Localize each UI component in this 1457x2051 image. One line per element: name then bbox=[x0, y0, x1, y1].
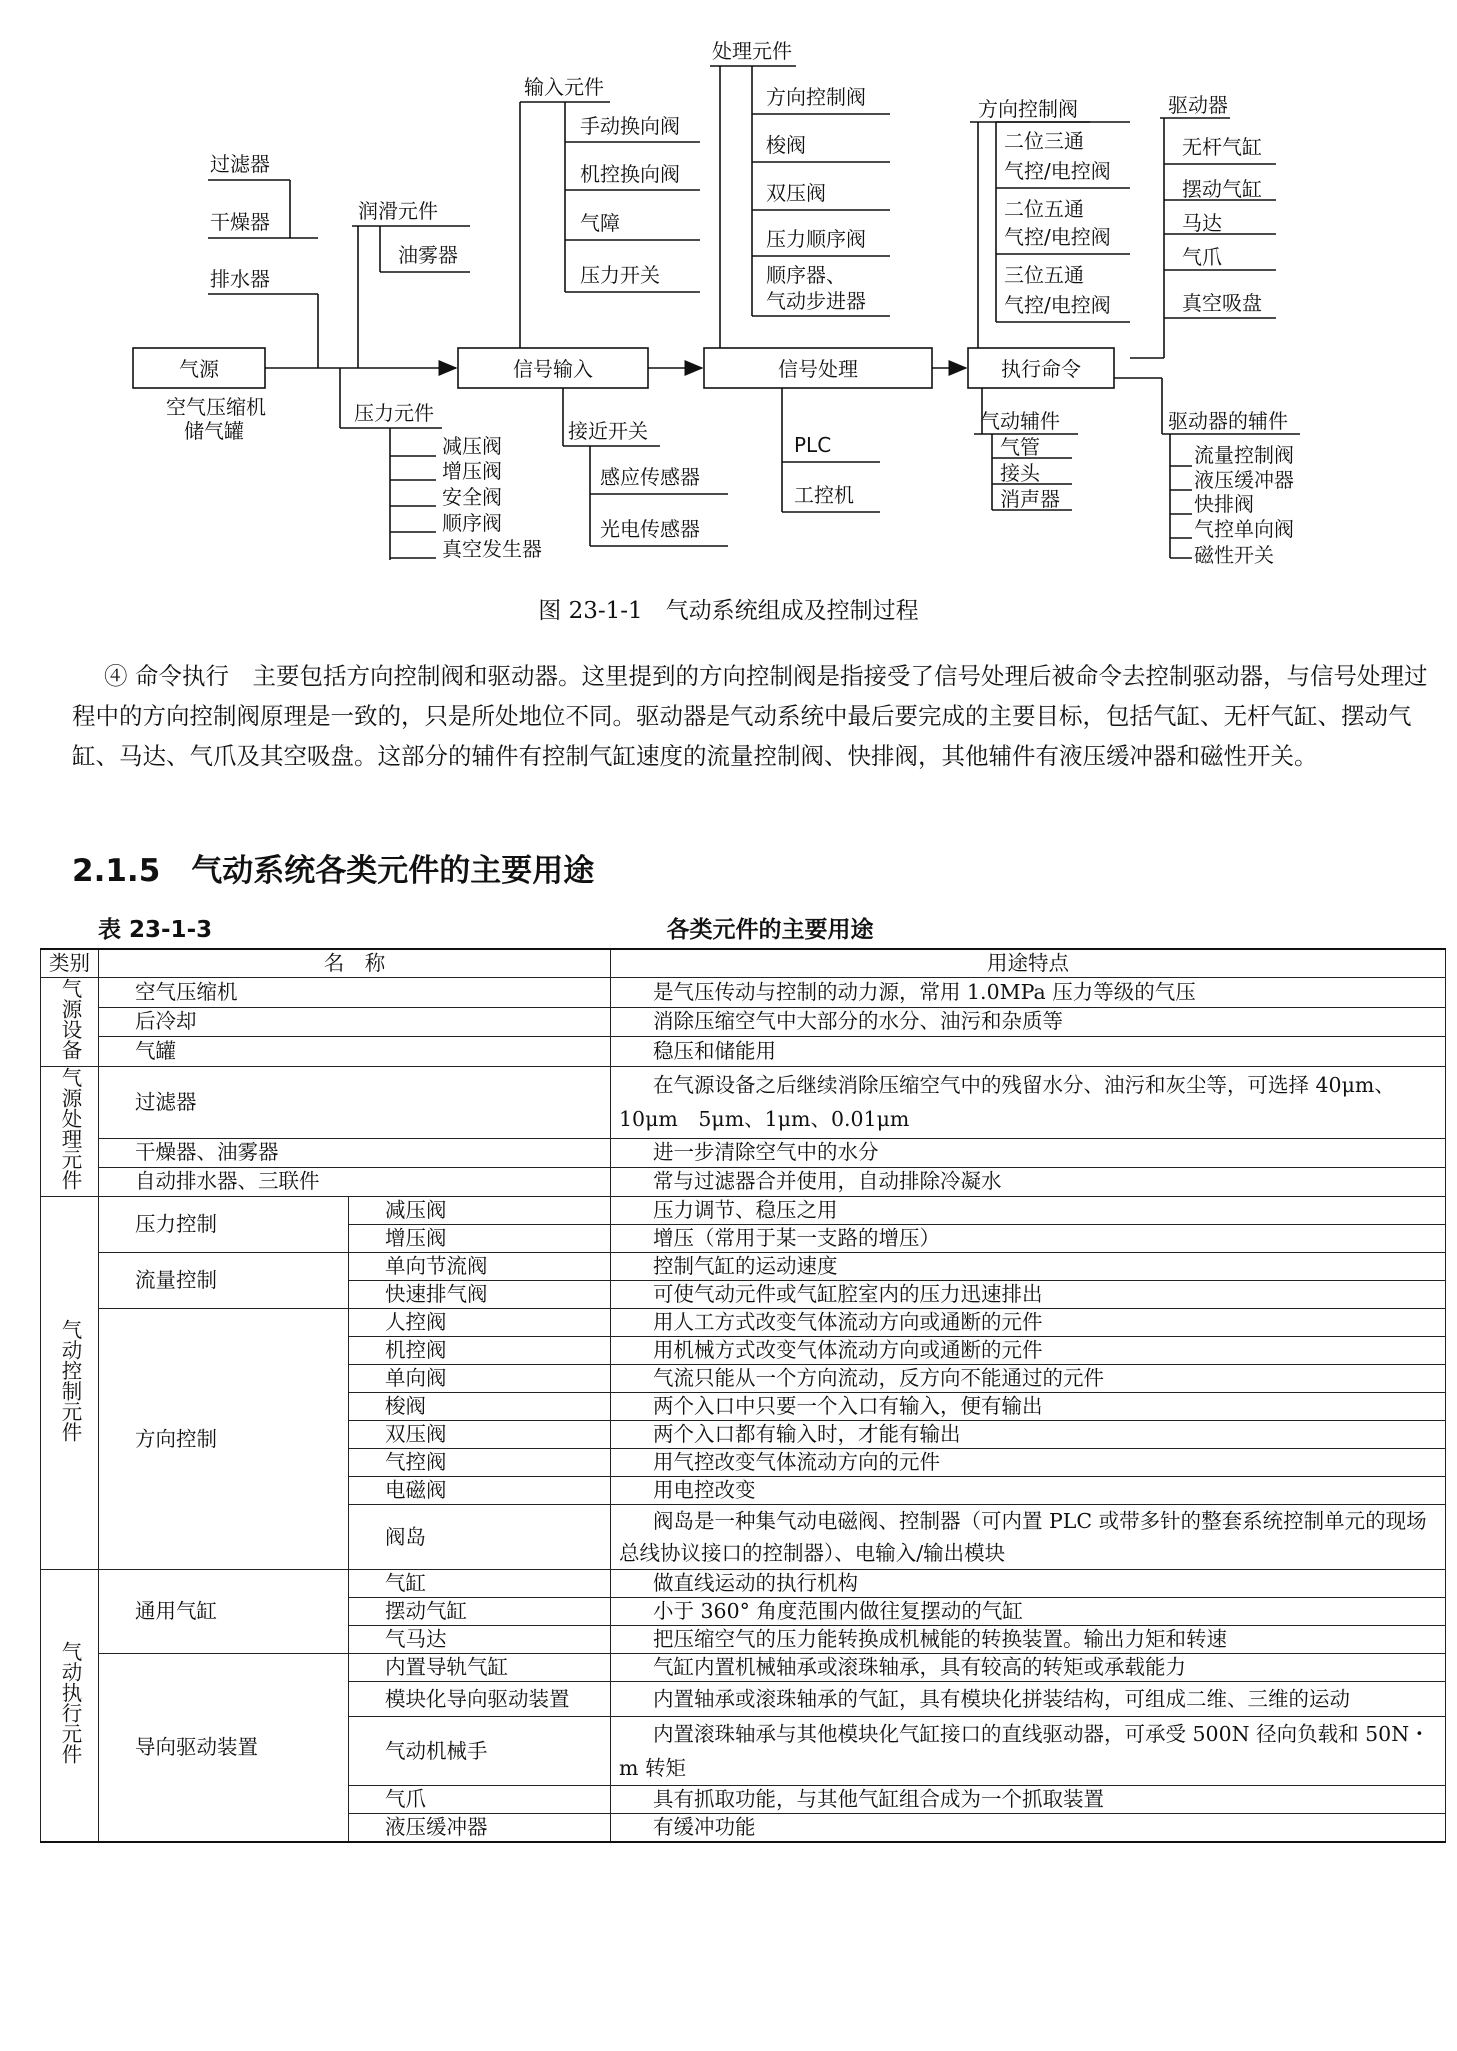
name-cell: 内置导轨气缸 bbox=[349, 1654, 611, 1682]
name-cell: 气爪 bbox=[349, 1786, 611, 1814]
figure-caption: 图 23-1-1 气动系统组成及控制过程 bbox=[538, 598, 919, 624]
paragraph-text: ④ 命令执行 主要包括方向控制阀和驱动器。这里提到的方向控制阀是指接受了信号处理后被命令去控制驱动器，与信号处理过程中的方向控制阀原理是一致的，只是所处地位不同。驱动器是气动系统中最后要完成的主要目标，包括气缸、无杆气缸、摆动气缸、马达、气爪及其空吸盘。这部分的辅件有控制气缸速度的流量控制阀、快排阀，其他辅件有液压缓冲器和磁性开关。 bbox=[72, 662, 1428, 770]
table-row bbox=[41, 1138, 1446, 1167]
driver-aux-item: 气控单向阀 bbox=[1194, 517, 1294, 541]
name-cell: 电磁阀 bbox=[349, 1477, 611, 1505]
processing-title: 处理元件 bbox=[712, 39, 792, 63]
input-item: 气障 bbox=[580, 211, 620, 235]
group-cell: 压力控制 bbox=[99, 1197, 349, 1253]
processing-bottom-item: 工控机 bbox=[794, 483, 854, 507]
name-cell: 减压阀 bbox=[349, 1197, 611, 1225]
usage-cell: 增压（常用于某一支路的增压） bbox=[611, 1225, 1446, 1253]
usage-cell: 可使气动元件或气缸腔室内的压力迅速排出 bbox=[611, 1281, 1446, 1309]
signal-input-label: 信号输入 bbox=[513, 357, 593, 381]
name-cell: 增压阀 bbox=[349, 1225, 611, 1253]
valves-item: 三位五通 bbox=[1004, 263, 1084, 287]
name-cell: 模块化导向驱动装置 bbox=[349, 1682, 611, 1717]
driver-aux-title: 驱动器的辅件 bbox=[1168, 409, 1288, 433]
treatment-item: 干燥器 bbox=[210, 210, 270, 234]
processing-item: 压力顺序阀 bbox=[766, 227, 866, 251]
execute-label: 执行命令 bbox=[1001, 357, 1081, 381]
table-row bbox=[41, 1167, 1446, 1196]
processing-bottom-item: PLC bbox=[794, 433, 832, 457]
source-label: 气源 bbox=[179, 357, 219, 381]
usage-cell: 气缸内置机械轴承或滚珠轴承，具有较高的转矩或承载能力 bbox=[611, 1654, 1446, 1682]
lubrication-title: 润滑元件 bbox=[358, 199, 438, 223]
drivers-title: 驱动器 bbox=[1168, 93, 1228, 117]
system-diagram bbox=[0, 0, 1457, 600]
name-cell: 梭阀 bbox=[349, 1393, 611, 1421]
body-paragraph bbox=[72, 656, 1442, 776]
name-cell: 机控阀 bbox=[349, 1337, 611, 1365]
usage-cell: 是气压传动与控制的动力源，常用 1.0MPa 压力等级的气压 bbox=[611, 978, 1446, 1008]
usage-cell: 内置轴承或滚珠轴承的气缸，具有模块化拼装结构，可组成二维、三维的运动 bbox=[611, 1682, 1446, 1717]
table-row bbox=[41, 1654, 1446, 1682]
diagram-svg bbox=[0, 0, 1457, 600]
aux-item: 消声器 bbox=[1000, 487, 1060, 511]
usage-cell: 用气控改变气体流动方向的元件 bbox=[611, 1449, 1446, 1477]
source-sub2: 储气罐 bbox=[184, 419, 244, 443]
name-cell: 摆动气缸 bbox=[349, 1598, 611, 1626]
name-cell: 气缸 bbox=[349, 1570, 611, 1598]
table-number: 表 23-1-3 bbox=[98, 917, 213, 943]
pressure-item: 真空发生器 bbox=[442, 537, 542, 561]
usage-cell: 控制气缸的运动速度 bbox=[611, 1253, 1446, 1281]
pressure-item: 安全阀 bbox=[442, 485, 502, 509]
drivers-item: 真空吸盘 bbox=[1182, 291, 1262, 315]
valves-title: 方向控制阀 bbox=[978, 97, 1078, 121]
valves-item: 二位五通 bbox=[1004, 197, 1084, 221]
usage-cell: 有缓冲功能 bbox=[611, 1814, 1446, 1843]
processing-item: 梭阀 bbox=[766, 133, 806, 157]
aux-item: 接头 bbox=[1000, 461, 1040, 485]
usage-cell: 气流只能从一个方向流动，反方向不能通过的元件 bbox=[611, 1365, 1446, 1393]
table-row bbox=[41, 1067, 1446, 1139]
pressure-title: 压力元件 bbox=[354, 401, 434, 425]
usage-cell: 消除压缩空气中大部分的水分、油污和杂质等 bbox=[611, 1007, 1446, 1037]
processing-item: 双压阀 bbox=[766, 181, 826, 205]
lubrication-item: 油雾器 bbox=[398, 243, 458, 267]
name-cell: 快速排气阀 bbox=[349, 1281, 611, 1309]
pressure-item: 顺序阀 bbox=[442, 511, 502, 535]
usage-cell: 阀岛是一种集气动电磁阀、控制器（可内置 PLC 或带多针的整套系统控制单元的现场总线协议接口的控制器）、电输入/输出模块 bbox=[611, 1505, 1446, 1570]
header-usage: 用途特点 bbox=[611, 949, 1446, 978]
source-sub1: 空气压缩机 bbox=[166, 395, 266, 419]
table-row bbox=[41, 978, 1446, 1008]
table-title: 各类元件的主要用途 bbox=[666, 917, 874, 943]
table-row bbox=[41, 1007, 1446, 1037]
name-cell: 气控阀 bbox=[349, 1449, 611, 1477]
group-cell: 方向控制 bbox=[99, 1309, 349, 1570]
driver-aux-item: 液压缓冲器 bbox=[1194, 468, 1294, 492]
valves-item: 气控/电控阀 bbox=[1004, 225, 1111, 249]
processing-item: 气动步进器 bbox=[766, 289, 866, 313]
category-cell: 气源处理元件 bbox=[41, 1067, 99, 1197]
aux-title: 气动辅件 bbox=[980, 409, 1060, 433]
usage-cell: 用机械方式改变气体流动方向或通断的元件 bbox=[611, 1337, 1446, 1365]
group-cell: 导向驱动装置 bbox=[99, 1654, 349, 1843]
driver-aux-item: 快排阀 bbox=[1194, 492, 1254, 516]
table-row bbox=[41, 1570, 1446, 1598]
processing-item: 顺序器、 bbox=[766, 263, 846, 287]
usage-cell: 用人工方式改变气体流动方向或通断的元件 bbox=[611, 1309, 1446, 1337]
category-cell: 气动执行元件 bbox=[41, 1570, 99, 1843]
usage-cell: 内置滚珠轴承与其他模块化气缸接口的直线驱动器，可承受 500N 径向负载和 50N・m 转矩 bbox=[611, 1717, 1446, 1786]
name-cell: 后冷却 bbox=[99, 1007, 611, 1037]
table-row bbox=[41, 1197, 1446, 1225]
drivers-item: 气爪 bbox=[1182, 245, 1222, 269]
usage-cell: 具有抓取功能，与其他气缸组合成为一个抓取装置 bbox=[611, 1786, 1446, 1814]
table-row bbox=[41, 1309, 1446, 1337]
proximity-title: 接近开关 bbox=[568, 419, 648, 443]
treatment-item: 排水器 bbox=[210, 267, 270, 291]
name-cell: 空气压缩机 bbox=[99, 978, 611, 1008]
processing-item: 方向控制阀 bbox=[766, 85, 866, 109]
name-cell: 液压缓冲器 bbox=[349, 1814, 611, 1843]
proximity-item: 光电传感器 bbox=[600, 517, 700, 541]
aux-item: 气管 bbox=[1000, 435, 1040, 459]
driver-aux-item: 磁性开关 bbox=[1194, 543, 1274, 567]
usage-cell: 两个入口都有输入时，才能有输出 bbox=[611, 1421, 1446, 1449]
category-cell: 气动控制元件 bbox=[41, 1197, 99, 1570]
usage-cell: 常与过滤器合并使用，自动排除冷凝水 bbox=[611, 1167, 1446, 1196]
name-cell: 双压阀 bbox=[349, 1421, 611, 1449]
table-row bbox=[41, 1037, 1446, 1067]
name-cell: 单向阀 bbox=[349, 1365, 611, 1393]
valves-item: 二位三通 bbox=[1004, 129, 1084, 153]
name-cell: 单向节流阀 bbox=[349, 1253, 611, 1281]
name-cell: 干燥器、油雾器 bbox=[99, 1138, 611, 1167]
table-header-row bbox=[41, 949, 1446, 978]
valves-item: 气控/电控阀 bbox=[1004, 293, 1111, 317]
drivers-item: 马达 bbox=[1182, 211, 1222, 235]
header-name: 名 称 bbox=[99, 949, 611, 978]
usage-cell: 做直线运动的执行机构 bbox=[611, 1570, 1446, 1598]
usage-cell: 小于 360° 角度范围内做往复摆动的气缸 bbox=[611, 1598, 1446, 1626]
treatment-item: 过滤器 bbox=[210, 152, 270, 176]
proximity-item: 感应传感器 bbox=[600, 465, 700, 489]
input-item: 压力开关 bbox=[580, 263, 660, 287]
driver-aux-item: 流量控制阀 bbox=[1194, 443, 1294, 467]
signal-processing-label: 信号处理 bbox=[778, 357, 858, 381]
usage-cell: 用电控改变 bbox=[611, 1477, 1446, 1505]
usage-cell: 稳压和储能用 bbox=[611, 1037, 1446, 1067]
usage-cell: 进一步清除空气中的水分 bbox=[611, 1138, 1446, 1167]
drivers-item: 摆动气缸 bbox=[1182, 177, 1262, 201]
pressure-item: 减压阀 bbox=[442, 434, 502, 458]
category-cell: 气源设备 bbox=[41, 978, 99, 1067]
group-cell: 通用气缸 bbox=[99, 1570, 349, 1654]
pressure-item: 增压阀 bbox=[442, 459, 502, 483]
usage-cell: 两个入口中只要一个入口有输入，便有输出 bbox=[611, 1393, 1446, 1421]
input-item: 手动换向阀 bbox=[580, 114, 680, 138]
name-cell: 过滤器 bbox=[99, 1067, 611, 1139]
section-title: 2.1.5 气动系统各类元件的主要用途 bbox=[72, 853, 595, 889]
usage-cell: 把压缩空气的压力能转换成机械能的转换装置。输出力矩和转速 bbox=[611, 1626, 1446, 1654]
name-cell: 气马达 bbox=[349, 1626, 611, 1654]
name-cell: 人控阀 bbox=[349, 1309, 611, 1337]
name-cell: 自动排水器、三联件 bbox=[99, 1167, 611, 1196]
valves-item: 气控/电控阀 bbox=[1004, 159, 1111, 183]
name-cell: 气动机械手 bbox=[349, 1717, 611, 1786]
name-cell: 阀岛 bbox=[349, 1505, 611, 1570]
group-cell: 流量控制 bbox=[99, 1253, 349, 1309]
input-item: 机控换向阀 bbox=[580, 162, 680, 186]
input-title: 输入元件 bbox=[524, 75, 604, 99]
drivers-item: 无杆气缸 bbox=[1182, 135, 1262, 159]
name-cell: 气罐 bbox=[99, 1037, 611, 1067]
usage-cell: 在气源设备之后继续消除压缩空气中的残留水分、油污和灰尘等，可选择 40μm、10μm 5μm、1μm、0.01μm bbox=[611, 1067, 1446, 1139]
usage-table bbox=[40, 948, 1446, 1843]
table-row bbox=[41, 1253, 1446, 1281]
usage-cell: 压力调节、稳压之用 bbox=[611, 1197, 1446, 1225]
header-category: 类别 bbox=[41, 949, 99, 978]
